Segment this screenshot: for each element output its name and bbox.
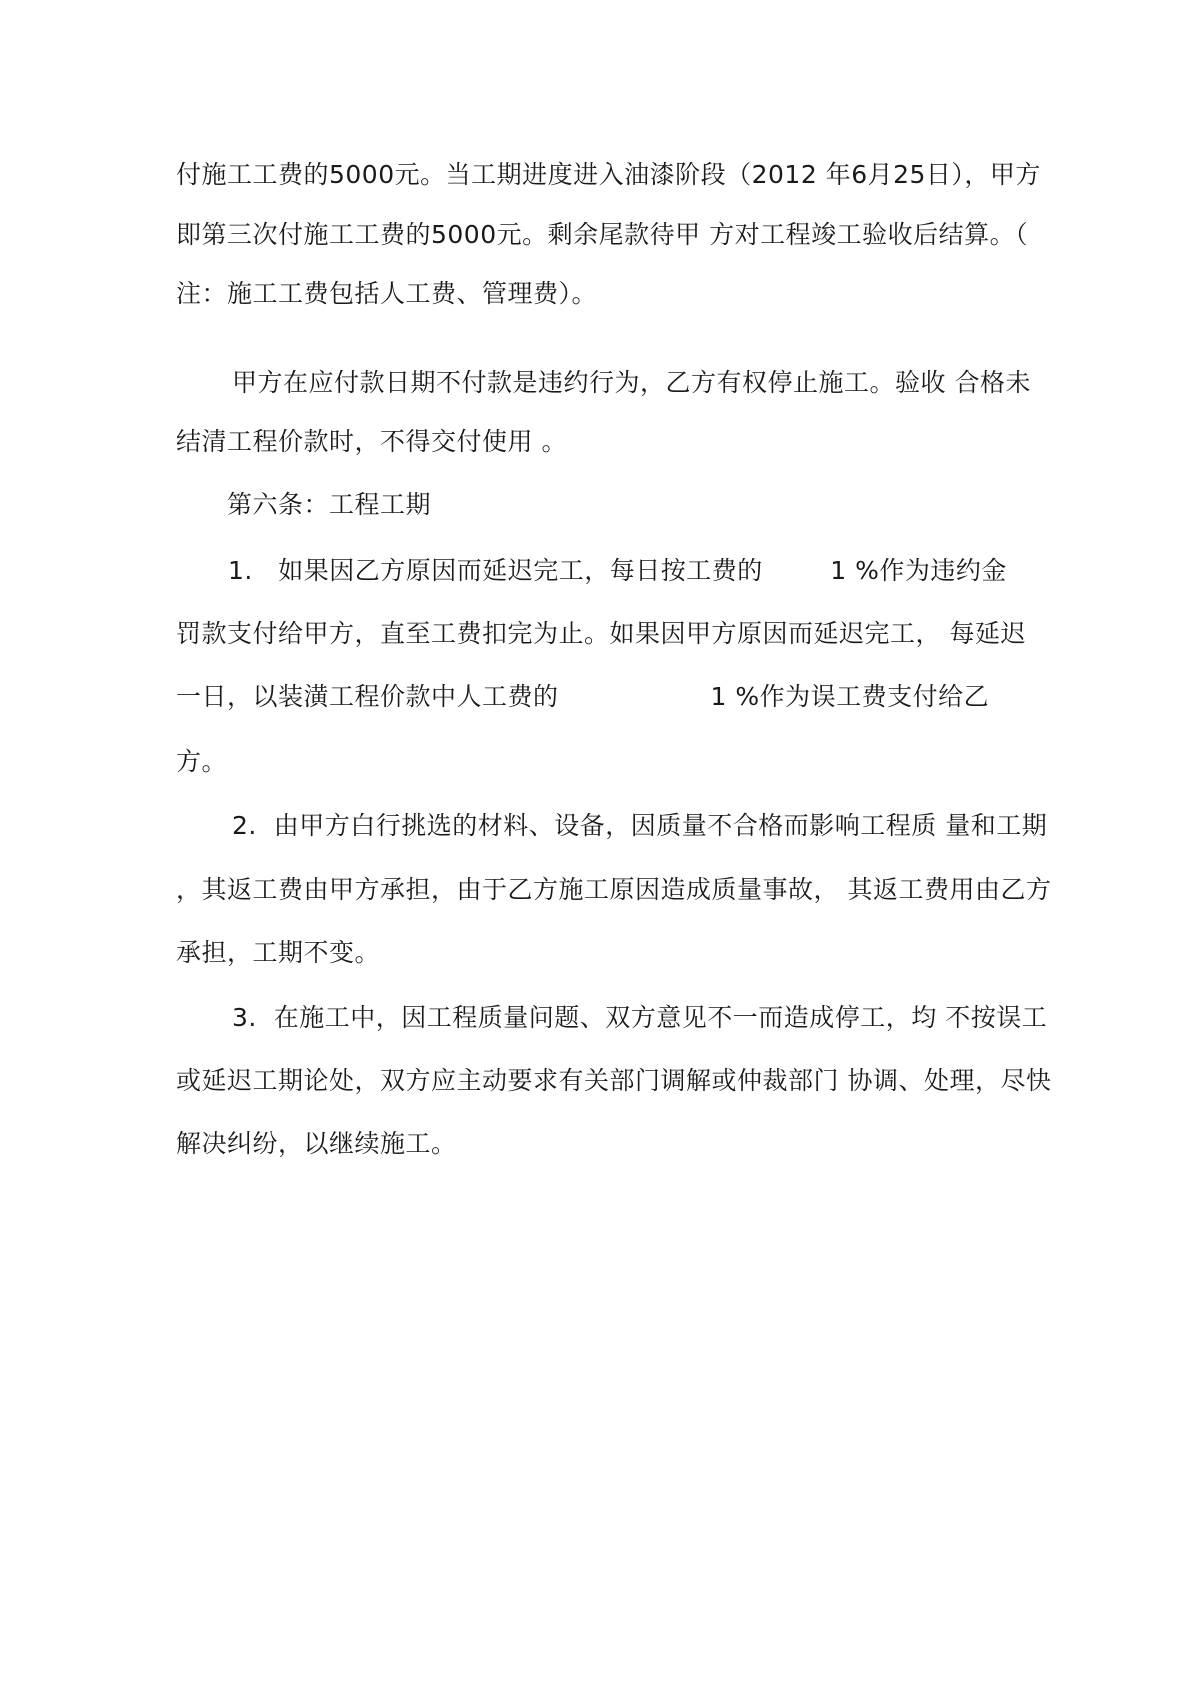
text-line: 解决纠纷，以继续施工。 xyxy=(176,1129,457,1158)
text-line: 甲方在应付款日期不付款是违约行为，乙方有权停止施工。验收 合格未 xyxy=(232,368,1031,397)
text-line: 承担，工期不变。 xyxy=(176,938,381,967)
text-line: 一日，以装潢工程价款中人工费的 1 %作为误工费支付给乙 xyxy=(176,682,990,711)
text-line: 注：施工工费包括人工费、管理费）。 xyxy=(176,279,598,308)
text-line: 1. 如果因乙方原因而延迟完工，每日按工费的 1 %作为违约金 xyxy=(228,556,1007,585)
text-line: 方。 xyxy=(176,747,228,776)
text-line: 或延迟工期论处，双方应主动要求有关部门调解或仲裁部门 协调、处理，尽快 xyxy=(176,1066,1052,1095)
text-line: 3. 在施工中，因工程质量问题、双方意见不一而造成停工，均 不按误工 xyxy=(232,1003,1048,1032)
text-line: 结清工程价款时，不得交付使用 。 xyxy=(176,427,567,456)
text-line: 罚款支付给甲方，直至工费扣完为止。如果因甲方原因而延迟完工， 每延迟 xyxy=(176,619,1026,648)
text-line: ，其返工费由甲方承担，由于乙方施工原因造成质量事故， 其返工费用由乙方 xyxy=(176,875,1052,904)
text-line: 2. 由甲方白行挑选的材料、设备，因质量不合格而影响工程质 量和工期 xyxy=(232,811,1048,840)
text-line: 付施工工费的5000元。当工期进度进入油漆阶段（2012 年6月25日），甲方 xyxy=(176,160,1041,189)
section-heading: 第六条：工程工期 xyxy=(227,490,432,519)
text-line: 即第三次付施工工费的5000元。剩余尾款待甲 方对工程竣工验收后结算。（ xyxy=(176,220,1029,249)
